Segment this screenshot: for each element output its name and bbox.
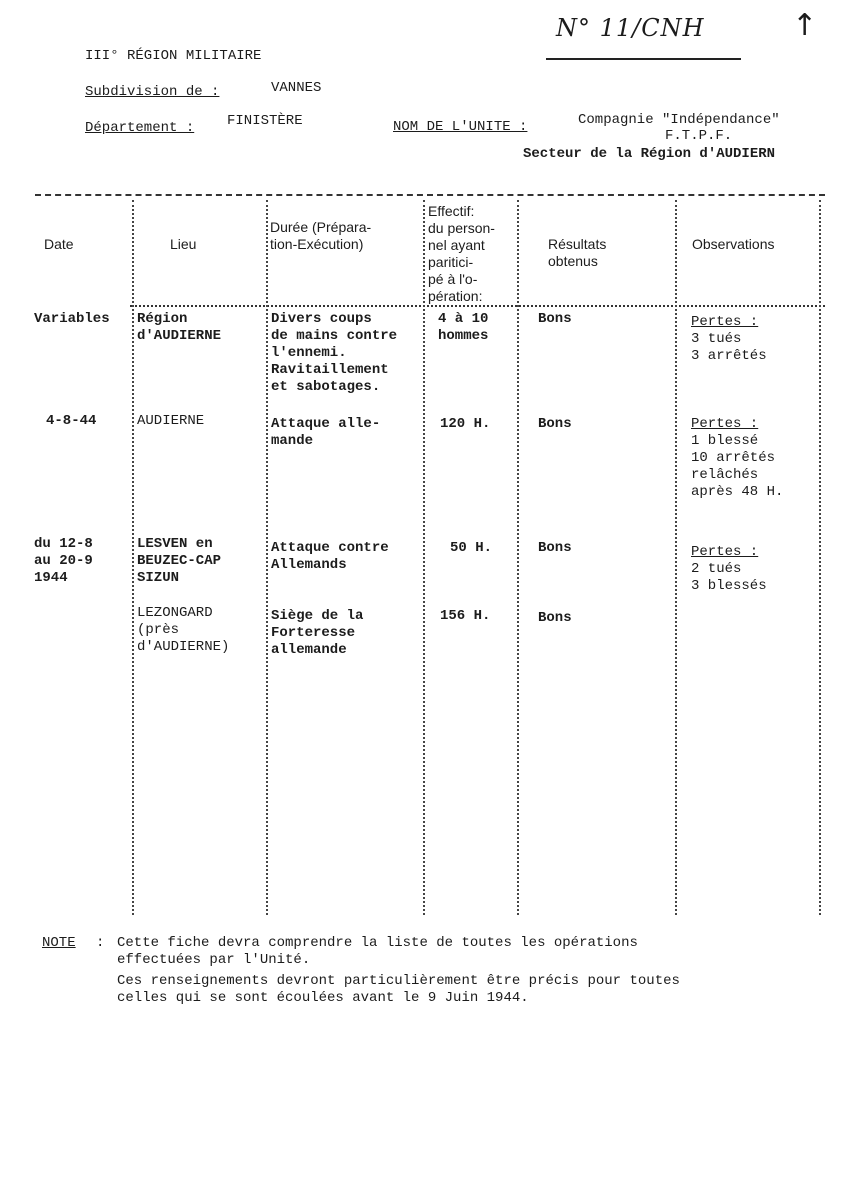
row-3-obs-body: 2 tués 3 blessés bbox=[691, 561, 767, 594]
note-line-3: Ces renseignements devront particulièrement être précis pour toutes bbox=[117, 973, 680, 989]
row-4-effectif: 156 H. bbox=[440, 608, 491, 624]
col-header-duree: Durée (Prépara- tion-Exécution) bbox=[270, 219, 372, 252]
row-4-resultats: Bons bbox=[538, 610, 572, 626]
row-2-duree: Attaque alle- mande bbox=[271, 416, 381, 449]
col-header-lieu: Lieu bbox=[170, 236, 197, 252]
row-3-resultats: Bons bbox=[538, 540, 572, 556]
col-header-date: Date bbox=[44, 236, 74, 252]
row-4-duree: Siège de la Forteresse allemande bbox=[271, 608, 364, 658]
col-divider-2 bbox=[266, 200, 268, 915]
row-1-obs-body: 3 tués 3 arrêtés bbox=[691, 331, 767, 364]
row-2-obs-title: Pertes : bbox=[691, 416, 759, 432]
row-1-duree: Divers coups de mains contre l'ennemi. Ravitaillement et sabotages. bbox=[271, 311, 398, 395]
row-3-lieu: LESVEN en BEUZEC-CAP SIZUN bbox=[137, 536, 222, 586]
row-1-effectif: 4 à 10 hommes bbox=[438, 311, 489, 344]
row-3-effectif: 50 H. bbox=[450, 540, 493, 556]
row-2-date: 4-8-44 bbox=[46, 413, 97, 429]
handwritten-reference: N° 11/CNH bbox=[556, 14, 705, 42]
unite-label: NOM DE L'UNITE : bbox=[393, 119, 528, 135]
row-3-date: du 12-8 au 20-9 1944 bbox=[34, 536, 93, 586]
departement-label: Département : bbox=[85, 120, 195, 136]
unite-value-line1: Compagnie "Indépendance" bbox=[578, 112, 780, 128]
col-divider-4 bbox=[517, 200, 519, 915]
col-divider-3 bbox=[423, 200, 425, 915]
row-1-obs-title: Pertes : bbox=[691, 314, 759, 330]
col-divider-1 bbox=[132, 200, 134, 915]
col-divider-6 bbox=[819, 200, 821, 915]
col-header-effectif: Effectif: du person- nel ayant paritici- pé à l'o- pération: bbox=[428, 203, 495, 304]
subdivision-label: Subdivision de : bbox=[85, 84, 220, 100]
row-4-lieu: LEZONGARD (près d'AUDIERNE) bbox=[137, 605, 230, 655]
note-line-4: celles qui se sont écoulées avant le 9 Juin 1944. bbox=[117, 990, 529, 1006]
row-1-date: Variables bbox=[34, 311, 110, 327]
corner-mark: ↑ bbox=[792, 8, 818, 43]
table-header-rule bbox=[130, 305, 825, 307]
row-2-resultats: Bons bbox=[538, 416, 572, 432]
row-3-obs-title: Pertes : bbox=[691, 544, 759, 560]
unite-value-line2: F.T.P.F. bbox=[665, 128, 733, 144]
departement-value: FINISTÈRE bbox=[227, 113, 303, 129]
secteur-line: Secteur de la Région d'AUDIERN bbox=[523, 146, 776, 162]
col-header-resultats: Résultats obtenus bbox=[548, 236, 607, 269]
note-line-2: effectuées par l'Unité. bbox=[117, 952, 311, 968]
ref-underline bbox=[546, 58, 741, 60]
row-2-effectif: 120 H. bbox=[440, 416, 491, 432]
row-2-obs-body: 1 blessé 10 arrêtés relâchés après 48 H. bbox=[691, 433, 784, 500]
row-2-lieu: AUDIERNE bbox=[137, 413, 205, 429]
note-separator: : bbox=[96, 935, 105, 951]
subdivision-value: VANNES bbox=[271, 80, 322, 96]
row-1-resultats: Bons bbox=[538, 311, 572, 327]
row-1-lieu: Région d'AUDIERNE bbox=[137, 311, 222, 344]
row-3-duree: Attaque contre Allemands bbox=[271, 540, 389, 573]
table-top-rule bbox=[35, 194, 825, 196]
note-label: NOTE bbox=[42, 935, 76, 951]
note-line-1: Cette fiche devra comprendre la liste de toutes les opérations bbox=[117, 935, 638, 951]
col-header-observations: Observations bbox=[692, 236, 775, 252]
region-title: III° RÉGION MILITAIRE bbox=[85, 48, 262, 64]
col-divider-5 bbox=[675, 200, 677, 915]
